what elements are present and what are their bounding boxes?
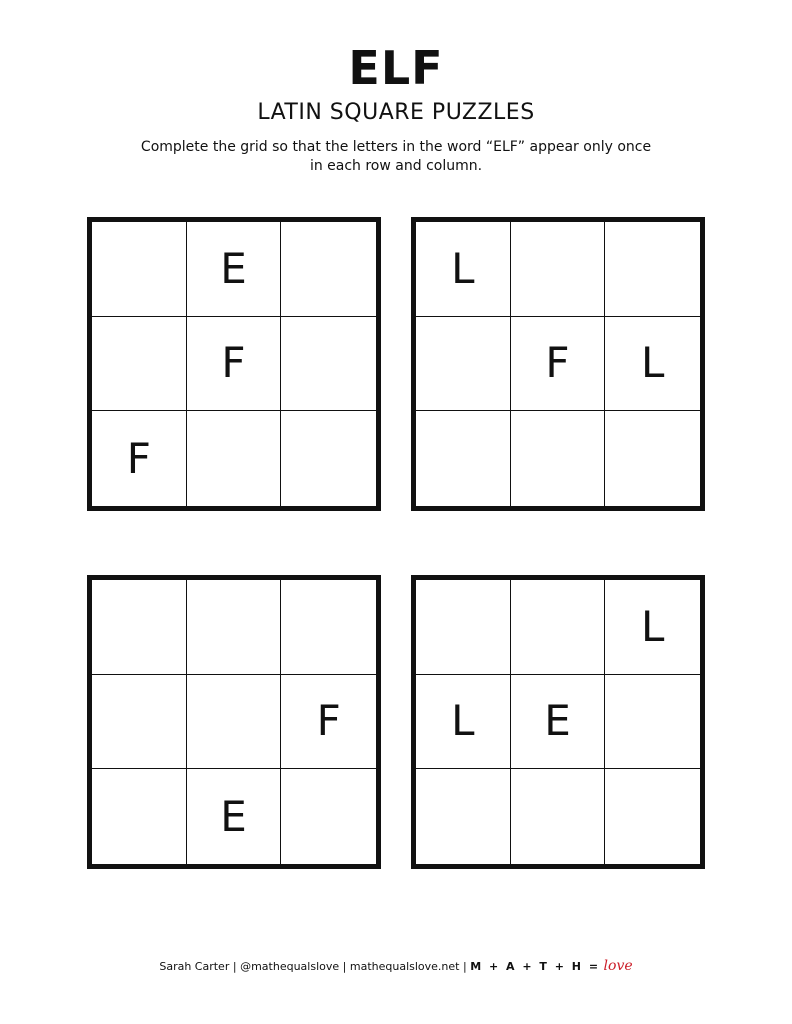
footer-separator: | (232, 960, 237, 973)
grid-cell[interactable]: L (605, 580, 700, 675)
grid-cell[interactable]: L (416, 675, 511, 770)
grid-cell[interactable] (92, 769, 187, 864)
puzzle-grid-2 (411, 217, 705, 511)
grid-cell[interactable] (92, 317, 187, 412)
grid-cell[interactable] (92, 580, 187, 675)
grid-cell[interactable]: E (511, 675, 606, 770)
grid-cell[interactable]: L (416, 222, 511, 317)
grid-cell[interactable] (416, 769, 511, 864)
grid-cell[interactable] (281, 222, 376, 317)
grid-cell[interactable] (605, 769, 700, 864)
puzzle-grid-4 (411, 575, 705, 869)
grid-cell[interactable] (416, 411, 511, 506)
footer-author: Sarah Carter (159, 960, 230, 973)
instructions-line-1: Complete the grid so that the letters in the word “ELF” appear only once (140, 139, 652, 155)
footer-brand-logo: M + A + T + H = (470, 960, 601, 973)
grid-cell[interactable] (605, 222, 700, 317)
grid-cell[interactable]: F (511, 317, 606, 412)
grid-cell[interactable]: E (187, 222, 282, 317)
grid-cell[interactable] (511, 222, 606, 317)
grid-cell[interactable] (511, 769, 606, 864)
grid-cell[interactable] (416, 580, 511, 675)
puzzle-grid-1 (87, 217, 381, 511)
grid-cell[interactable] (511, 580, 606, 675)
grid-cell[interactable]: F (92, 411, 187, 506)
grid-cell[interactable] (281, 411, 376, 506)
grid-cell[interactable]: F (187, 317, 282, 412)
grid-cell[interactable] (605, 675, 700, 770)
page-subtitle: LATIN SQUARE PUZZLES (257, 100, 535, 125)
grid-cell[interactable]: L (605, 317, 700, 412)
grid-cell[interactable] (281, 580, 376, 675)
grid-cell[interactable] (92, 222, 187, 317)
grid-cell[interactable] (187, 411, 282, 506)
grid-cell[interactable] (281, 769, 376, 864)
puzzle-grid-3 (87, 575, 381, 869)
footer-site-link[interactable]: mathequalslove.net (349, 960, 460, 973)
grid-cell[interactable] (416, 317, 511, 412)
footer-separator: | (462, 960, 467, 973)
instructions (96, 138, 696, 176)
instructions-line-2: in each row and column. (309, 158, 483, 174)
footer-handle[interactable]: @mathequalslove (240, 960, 340, 973)
grid-cell[interactable] (187, 580, 282, 675)
grid-cell[interactable] (605, 411, 700, 506)
grid-cell[interactable]: E (187, 769, 282, 864)
grid-cell[interactable] (92, 675, 187, 770)
footer-separator: | (342, 960, 347, 973)
grid-cell[interactable] (281, 317, 376, 412)
footer-love-script: love (603, 958, 633, 974)
page-title: ELF (348, 41, 444, 95)
grid-cell[interactable]: F (281, 675, 376, 770)
grid-cell[interactable] (511, 411, 606, 506)
page-footer (0, 958, 792, 975)
grid-cell[interactable] (187, 675, 282, 770)
